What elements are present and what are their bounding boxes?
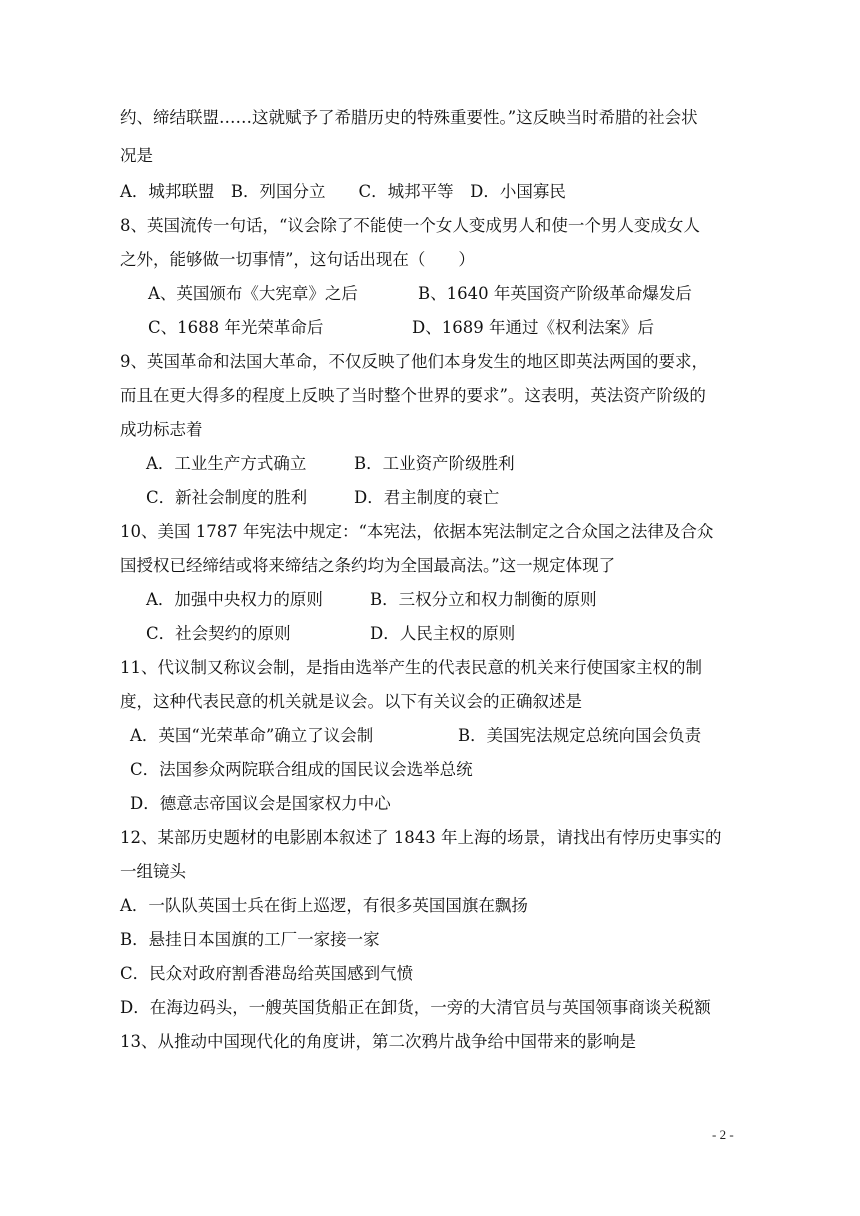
option-b: B．三权分立和权力制衡的原则 bbox=[370, 590, 597, 609]
question-12: 12、某部历史题材的电影剧本叙述了 1843 年上海的场景，请找出有悖历史事实的 bbox=[120, 828, 722, 847]
option-a: A．英国“光荣革命”确立了议会制 bbox=[130, 726, 374, 745]
option-d: D．君主制度的衰亡 bbox=[354, 488, 500, 507]
text-line: 约、缔结联盟……这就赋予了希腊历史的特殊重要性。”这反映当时希腊的社会状 bbox=[120, 108, 698, 127]
option-line: A．城邦联盟 B．列国分立 C．城邦平等 D．小国寡民 bbox=[120, 182, 566, 201]
option-d: D．人民主权的原则 bbox=[370, 624, 516, 643]
option-c: C．法国参众两院联合组成的国民议会选举总统 bbox=[130, 760, 473, 779]
option-c: C、1688 年光荣革命后 bbox=[148, 318, 324, 337]
option-b: B．工业资产阶级胜利 bbox=[354, 454, 515, 473]
option-b: B．美国宪法规定总统向国会负责 bbox=[458, 726, 702, 745]
question-11: 11、代议制又称议会制，是指由选举产生的代表民意的机关来行使国家主权的制 bbox=[120, 658, 702, 677]
text-line: 国授权已经缔结或将来缔结之条约均为全国最高法。”这一规定体现了 bbox=[120, 556, 616, 575]
option-b: B．悬挂日本国旗的工厂一家接一家 bbox=[120, 930, 380, 949]
question-13: 13、从推动中国现代化的角度讲，第二次鸦片战争给中国带来的影响是 bbox=[120, 1032, 636, 1051]
option-a: A、英国颁布《大宪章》之后 bbox=[148, 284, 358, 303]
option-d: D．德意志帝国议会是国家权力中心 bbox=[130, 794, 391, 813]
text-line: 况是 bbox=[120, 146, 153, 165]
text-line: 成功标志着 bbox=[120, 420, 203, 439]
option-a: A．工业生产方式确立 bbox=[146, 454, 307, 473]
question-9: 9、英国革命和法国大革命，不仅反映了他们本身发生的地区即英法两国的要求， bbox=[120, 352, 708, 371]
text-line: 而且在更大得多的程度上反映了当时整个世界的要求”。这表明，英法资产阶级的 bbox=[120, 386, 706, 405]
option-c: C．新社会制度的胜利 bbox=[146, 488, 308, 507]
text-line: 度，这种代表民意的机关就是议会。以下有关议会的正确叙述是 bbox=[120, 692, 582, 711]
question-10: 10、美国 1787 年宪法中规定：“本宪法，依据本宪法制定之合众国之法律及合众 bbox=[120, 522, 714, 541]
option-a: A．加强中央权力的原则 bbox=[146, 590, 323, 609]
text-line: 之外，能够做一切事情”，这句话出现在（ ） bbox=[120, 250, 475, 269]
text-line: 一组镜头 bbox=[120, 862, 186, 881]
option-c: C．民众对政府割香港岛给英国感到气愤 bbox=[120, 964, 414, 983]
question-8: 8、英国流传一句话，“议会除了不能使一个女人变成男人和使一个男人变成女人 bbox=[120, 216, 700, 235]
option-c: C．社会契约的原则 bbox=[146, 624, 291, 643]
page-number: - 2 - bbox=[712, 1127, 734, 1142]
option-b: B、1640 年英国资产阶级革命爆发后 bbox=[418, 284, 692, 303]
option-a: A．一队队英国士兵在街上巡逻，有很多英国国旗在飘扬 bbox=[120, 896, 528, 915]
option-d: D、1689 年通过《权利法案》后 bbox=[412, 318, 654, 337]
option-d: D．在海边码头，一艘英国货船正在卸货，一旁的大清官员与英国领事商谈关税额 bbox=[120, 998, 711, 1017]
